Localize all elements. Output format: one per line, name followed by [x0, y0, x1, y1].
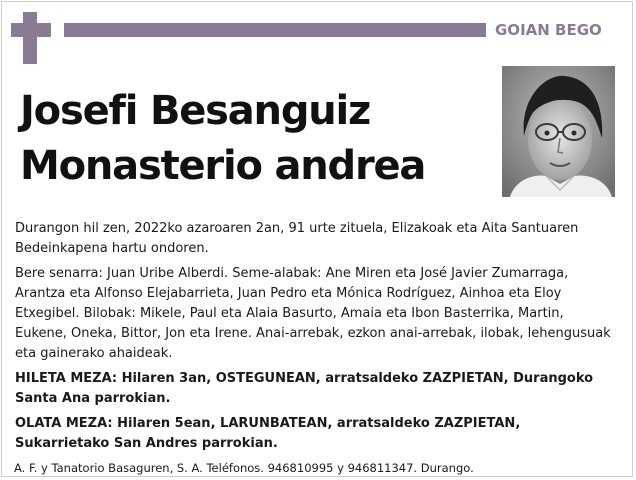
relatives-paragraph: Bere senarra: Juan Uribe Alberdi. Seme-alabak: Ane Miren eta José Javier Zumarraga, Arantza eta Alfonso Elejabarrieta, Juan Pedro eta Mónica Rodríguez, Ainhoa eta Eloy Etxegibel. Bilobak: Mikele, Paul eta Alaia Basurto, Amaia eta Ibon Basterrika, Martin, Eukene, Oneka, Bittor, Jon eta Irene. Anai-arrebak, ezkon anai-arrebak, ilobak, lehengusuak eta gainerako ahaideak.: [15, 266, 611, 361]
death-notice-paragraph: Durangon hil zen, 2022ko azaroaren 2an, 91 urte zituela, Elizakoak eta Aita Santuaren Bedeinkapena hartu ondoren.: [15, 221, 579, 256]
funeral-mass-paragraph: HILETA MEZA: Hilaren 3an, OSTEGUNEAN, arratsaldeko ZAZPIETAN, Durangoko Santa Ana parrokian.: [15, 371, 594, 406]
header-divider-bar: [64, 23, 486, 37]
funeral-home-footer: A. F. y Tanatorio Basaguren, S. A. Teléfonos. 946810995 y 946811347. Durango.: [14, 461, 474, 475]
cross-icon: [23, 12, 37, 64]
portrait-photo: [502, 66, 615, 197]
memorial-mass-paragraph: OLATA MEZA: Hilaren 5ean, LARUNBATEAN, arratsaldeko ZAZPIETAN, Sukarrietako San Andres parrokian.: [15, 416, 521, 451]
obituary-body: [15, 219, 615, 459]
header-tag: GOIAN BEGO: [495, 21, 602, 39]
deceased-name-line2: Monasterio andrea: [20, 143, 426, 189]
portrait-image: [502, 66, 615, 197]
deceased-name-line1: Josefi Besanguiz: [20, 88, 371, 134]
cross-icon-arm: [11, 23, 51, 37]
deceased-name: [20, 84, 490, 194]
